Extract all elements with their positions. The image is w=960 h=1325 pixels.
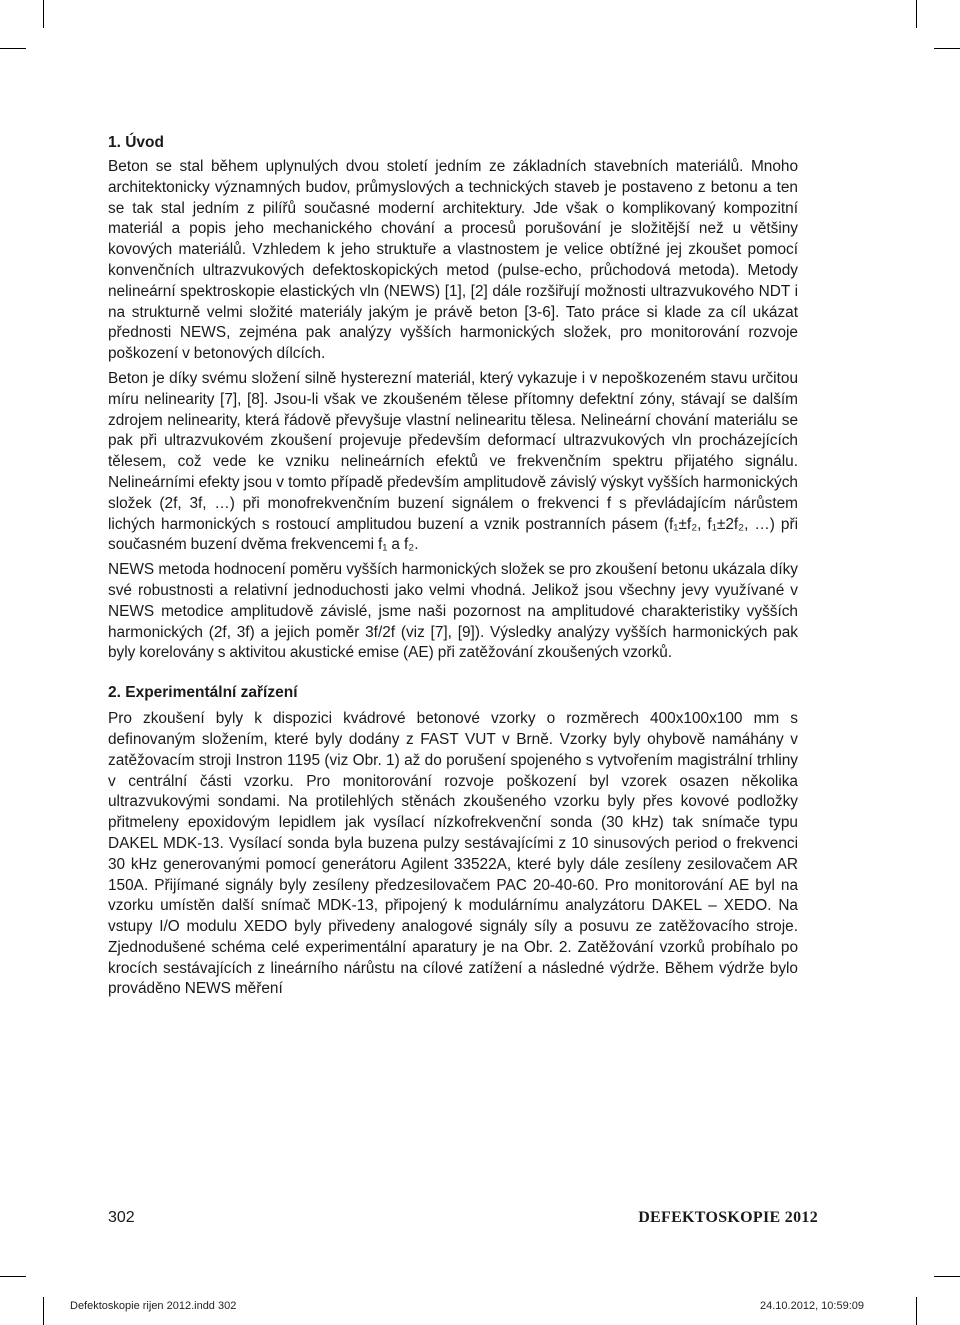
page-number: 302 (108, 1209, 135, 1226)
crop-mark-bottom-right (934, 1276, 960, 1277)
journal-name: DEFEKTOSKOPIE 2012 (638, 1209, 818, 1226)
section-heading-experimental-setup: 2. Experimentální zařízení (108, 684, 298, 702)
crop-mark-top-left (43, 0, 44, 28)
crop-mark-bottom-right (916, 1297, 917, 1325)
crop-mark-bottom-left (0, 1276, 26, 1277)
article-body (108, 134, 798, 1000)
print-slug-filename: Defektoskopie rijen 2012.indd 302 (70, 1300, 237, 1312)
paragraph: Beton je díky svému složení silně hysterezní materiál, který vykazuje i v nepoškozeném stavu určitou míru nelinearity [7], [8]. Jsou-li však ve zkoušeném tělese přítomny defektní zóny, stávají se dalším zdrojem nelinearity, která řádově převyšuje vlastní nelinearitu tělesa. Nelineární chování materiálu se pak při ultrazvukovém zkoušení projevuje především deformací ultrazvukových vln procházejících tělesem, což vede ke vzniku nelineárních efektů ve frekvenčním spektru přijatého signálu. Nelineárními efekty jsou v tomto případě především amplitudově závislý výskyt vyšších harmonických složek (2f, 3f, …) při monofrekvenčním buzení signálem o frekvenci f s převládajícím nárůstem lichých harmonických s rostoucí amplitudou buzení a vznik postranních pásem (f₁±f₂, f₁±2f₂, …) při současném buzení dvěma frekvencemi f₁ a f₂. (108, 369, 798, 554)
crop-mark-bottom-left (43, 1297, 44, 1325)
crop-mark-top-right (916, 0, 917, 28)
paragraph: NEWS metoda hodnocení poměru vyšších harmonických složek se pro zkoušení betonu ukázala díky své robustnosti a relativní jednoduchosti jako velmi vhodná. Jelikož jsou všechny jevy využívané v NEWS metodice amplitudově závislé, jsme naši pozornost na amplitudové charakteristiky vyšších harmonických (2f, 3f) a jejich poměr 3f/2f (viz [7], [9]). Výsledky analýzy vyšších harmonických pak byly korelovány s aktivitou akustické emise (AE) při zatěžování zkoušených vzorků. (108, 561, 798, 662)
paragraph: Beton se stal během uplynulých dvou století jedním ze základních stavebních materiálů. Mnoho architektonicky významných budov, průmyslových a technických staveb je postaveno z betonu a ten se tak stal jedním z pilířů současné moderní architektury. Jde však o komplikovaný kompozitní materiál a popis jeho mechanického chování a procesů porušování je složitější než u většiny kovových materiálů. Vzhledem k jeho struktuře a vlastnostem je velice obtížné jej zkoušet pomocí konvenčních ultrazvukových defektoskopických metod (pulse-echo, průchodová metoda). Metody nelineární spektroskopie elastických vln (NEWS) [1], [2] dále rozšiřují možnosti ultrazvukového NDT i na strukturně velmi složité materiály jakým je právě beton [3-6]. Tato práce si klade za cíl ukázat přednosti NEWS, zejména pak analýzy vyšších harmonických složek, pro monitorování rozvoje poškození v betonových dílcích. (108, 158, 798, 363)
crop-mark-top-left (0, 48, 26, 49)
crop-mark-top-right (934, 48, 960, 49)
print-slug-timestamp: 24.10.2012, 10:59:09 (760, 1300, 864, 1312)
paragraph: Pro zkoušení byly k dispozici kvádrové betonové vzorky o rozměrech 400x100x100 mm s definovaným složením, které byly dodány z FAST VUT v Brně. Vzorky byly ohybově namáhány v zatěžovacím stroji Instron 1195 (viz Obr. 1) až do porušení spojeného s vytvořením magistrální trhliny v centrální části vzorku. Pro monitorování rozvoje poškození byl vzorek osazen několika ultrazvukovými sondami. Na protilehlých stěnách zkoušeného vzorku byly přes kovové podložky přitmeleny epoxidovým lepidlem jak vysílací nízkofrekvenční sonda (30 kHz) tak snímače typu DAKEL MDK-13. Vysílací sonda byla buzena pulzy sestávajícími z 10 sinusových period o frekvenci 30 kHz generovanými pomocí generátoru Agilent 33522A, které byly dále zesíleny zesilovačem AR 150A. Přijímané signály byly zesíleny předzesilovačem PAC 20-40-60. Pro monitorování AE byl na vzorku umístěn další snímač MDK-13, připojený k modulárnímu analyzátoru DAKEL – XEDO. Na vstupy I/O modulu XEDO byly přivedeny analogové signály síly a posuvu ze zatěžovacího stroje. Zjednodušené schéma celé experimentální aparatury je na Obr. 2. Zatěžování vzorků probíhalo po krocích sestávajících z lineárního nárůstu na cílové zatížení a následné výdrže. Během výdrže bylo prováděno NEWS měření (108, 710, 798, 998)
section-heading-introduction: 1. Úvod (108, 134, 164, 151)
